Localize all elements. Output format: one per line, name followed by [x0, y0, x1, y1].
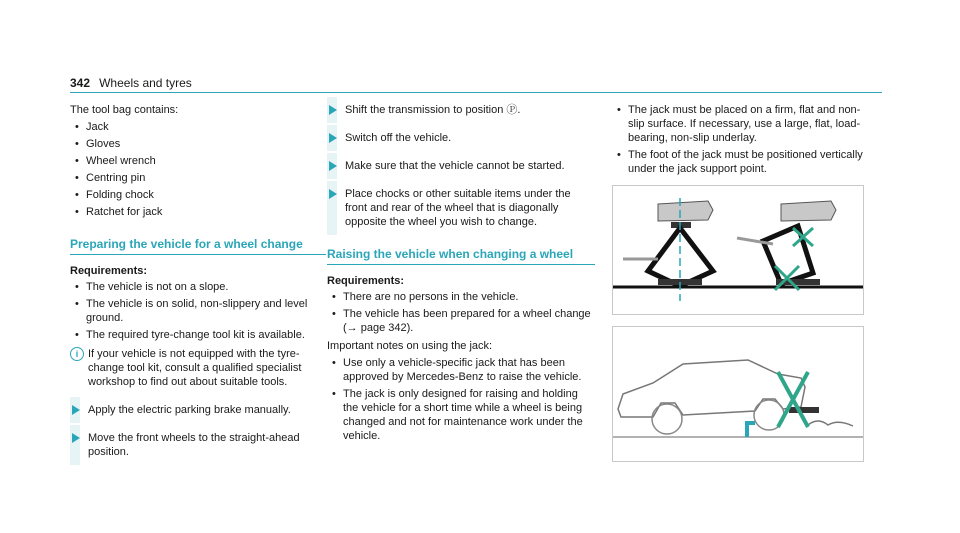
tool-bag-list	[70, 120, 326, 219]
jack-position-illustration	[612, 185, 864, 315]
requirements-list	[70, 280, 326, 342]
step-text: Switch off the vehicle.	[345, 132, 452, 144]
step-text: Place chocks or other suitable items under the front and rear of the wheel that is diagonally opposite the wheel you wish to change.	[345, 188, 571, 228]
list-item: • The vehicle is on solid, non-slippery and level ground.	[70, 297, 326, 325]
step	[70, 403, 326, 417]
step	[327, 103, 595, 117]
triangle-right-icon	[72, 405, 80, 415]
requirements-list	[327, 290, 595, 335]
list-item: • The vehicle has been prepared for a wheel change (→ page 342).	[327, 307, 595, 335]
triangle-right-icon	[329, 133, 337, 143]
triangle-right-icon	[329, 105, 337, 115]
list-item: • Use only a vehicle-specific jack that has been approved by Mercedes-Benz to raise the vehicle.	[327, 356, 595, 384]
jack-notes-intro: Important notes on using the jack:	[327, 340, 493, 352]
step	[327, 131, 595, 145]
step	[70, 431, 326, 459]
jack-notes-list	[327, 356, 595, 443]
header-divider	[70, 92, 882, 93]
chapter-title: Wheels and tyres	[99, 76, 192, 90]
under-vehicle-warning-illustration	[612, 326, 864, 462]
requirements-label: Requirements:	[327, 275, 405, 287]
step	[327, 187, 595, 229]
list-item: • The jack must be placed on a firm, flat and non-slip surface. If necessary, use a large, flat, load-bearing, non-slip underlay.	[612, 103, 872, 145]
list-item: • Wheel wrench	[70, 154, 326, 168]
step-text: Make sure that the vehicle cannot be started.	[345, 160, 565, 172]
column-2	[327, 103, 595, 447]
tool-bag-intro: The tool bag contains:	[70, 104, 179, 116]
list-item: • Centring pin	[70, 171, 326, 185]
column-3	[612, 103, 872, 180]
list-item: • Gloves	[70, 137, 326, 151]
requirements-label: Requirements:	[70, 265, 148, 277]
step-text: Move the front wheels to the straight-ahead position.	[88, 432, 300, 458]
section-heading-raising: Raising the vehicle when changing a wheel	[327, 247, 595, 265]
list-item: • Jack	[70, 120, 326, 134]
triangle-right-icon	[329, 161, 337, 171]
section-heading-preparing: Preparing the vehicle for a wheel change	[70, 237, 326, 255]
list-item: • The required tyre-change tool kit is available.	[70, 328, 326, 342]
list-item: • The foot of the jack must be positioned vertically under the jack support point.	[612, 148, 872, 176]
list-item: • The vehicle is not on a slope.	[70, 280, 326, 294]
step-text: Shift the transmission to position Ⓟ.	[345, 104, 521, 116]
info-note	[70, 347, 326, 389]
list-item: • Folding chock	[70, 188, 326, 202]
list-item: • Ratchet for jack	[70, 205, 326, 219]
step-text: Apply the electric parking brake manually.	[88, 404, 291, 416]
jack-placement-list	[612, 103, 872, 176]
list-item: • There are no persons in the vehicle.	[327, 290, 595, 304]
page-header	[70, 76, 192, 91]
triangle-right-icon	[72, 433, 80, 443]
page-number: 342	[70, 76, 91, 90]
note-text: If your vehicle is not equipped with the tyre-change tool kit, consult a qualified specialist workshop to find out about suitable tools.	[88, 348, 302, 388]
jack-diagram	[613, 186, 863, 314]
column-1	[70, 103, 326, 469]
vehicle-diagram	[613, 327, 863, 461]
step	[327, 159, 595, 173]
info-icon: i	[70, 347, 84, 361]
list-item: • The jack is only designed for raising and holding the vehicle for a short time while a wheel is being changed and not for maintenance work under the vehicle.	[327, 387, 595, 443]
triangle-right-icon	[329, 189, 337, 199]
